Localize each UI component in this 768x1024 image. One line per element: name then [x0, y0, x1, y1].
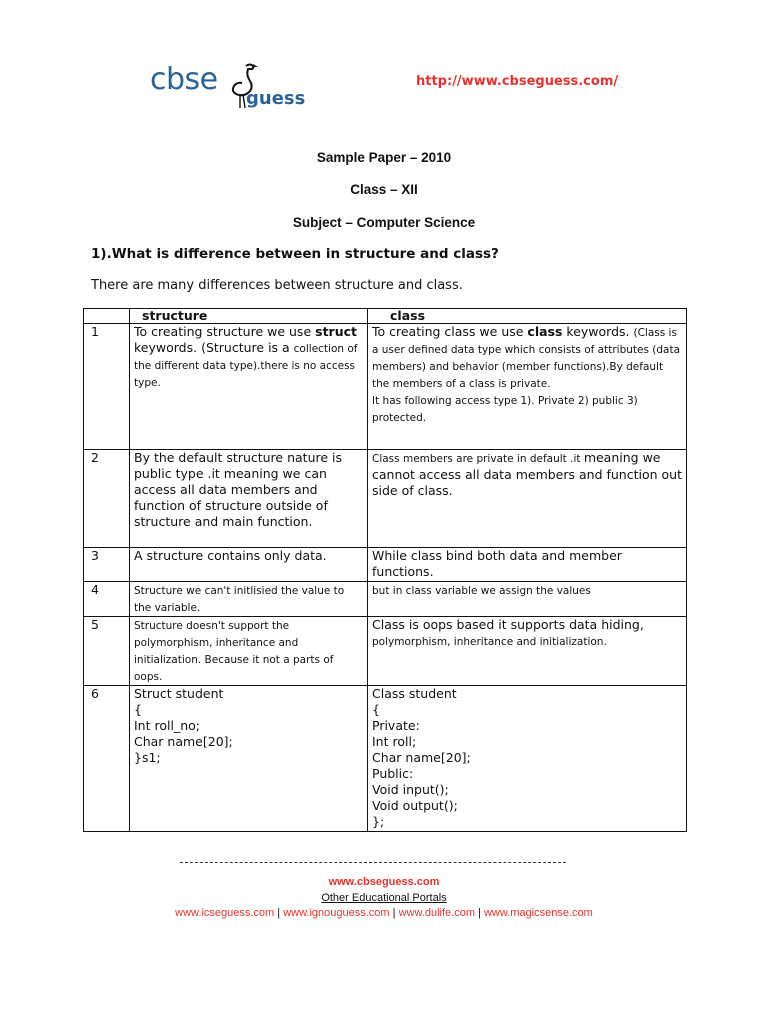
row-number: 1: [84, 324, 130, 450]
header-class: class: [368, 309, 687, 324]
cell-text: Class members are private in default .it: [372, 453, 584, 465]
footer-portal-link[interactable]: www.dulife.com: [398, 907, 475, 919]
table-row: [84, 686, 687, 832]
class-cell: [368, 450, 687, 548]
footer-site-link[interactable]: www.cbseguess.com: [328, 876, 440, 888]
table-row: [84, 582, 687, 617]
paper-title: Sample Paper – 2010: [316, 150, 452, 165]
footer-links: [0, 907, 768, 919]
class-cell: [368, 324, 687, 450]
cell-text: Char name[20];: [372, 750, 471, 765]
class-title: Class – XII: [350, 182, 418, 197]
cell-text: keywords.: [562, 324, 634, 339]
structure-cell: [130, 617, 368, 686]
cell-text: Structure we can't initlisied the value to the variable.: [134, 585, 345, 614]
logo-text-guess: guess: [246, 88, 306, 109]
structure-cell: [130, 582, 368, 617]
cell-text: Int roll_no;: [134, 718, 200, 733]
cell-text: }s1;: [134, 750, 161, 765]
cell-text: {: [134, 702, 142, 717]
cell-text: Public:: [372, 766, 414, 781]
row-number: 4: [84, 582, 130, 617]
table-row: [84, 450, 687, 548]
cell-text: (Class is a user defined data type which consists of attributes (data members) and behavior (member functions).By default the members of a class is private.: [372, 327, 681, 390]
table-header-row: [84, 309, 687, 324]
header-url-link[interactable]: http://www.cbseguess.com/: [416, 74, 619, 89]
footer-portal-link[interactable]: www.icseguess.com: [175, 907, 275, 919]
cbseguess-logo: [150, 62, 310, 118]
keyword-text: class: [527, 324, 563, 339]
cell-text: Void input();: [372, 782, 449, 797]
header-structure: structure: [130, 309, 368, 324]
cell-text: keywords. (Structure is a: [134, 340, 294, 355]
cell-text: but in class variable we assign the values: [372, 585, 591, 597]
logo-text-cbse: cbse: [150, 62, 218, 97]
footer-portals-label[interactable]: Other Educational Portals: [321, 892, 447, 904]
keyword-text: struct: [315, 324, 357, 339]
structure-cell: [130, 450, 368, 548]
cell-text: While class bind both data and member functions.: [372, 548, 622, 579]
cell-text: Class student: [372, 686, 457, 701]
footer-portal-link[interactable]: www.ignouguess.com: [283, 907, 390, 919]
class-cell: [368, 548, 687, 582]
footer-divider: [180, 862, 566, 863]
row-number: 5: [84, 617, 130, 686]
cell-text: Private:: [372, 718, 420, 733]
cell-text: Struct student: [134, 686, 224, 701]
cell-text: By the default structure nature is public type .it meaning we can access all data members and function of structure outside of structure and main function.: [134, 450, 343, 529]
structure-cell: [130, 686, 368, 832]
table-row: [84, 548, 687, 582]
intro-text: There are many differences between structure and class.: [91, 278, 463, 293]
table-row: [84, 324, 687, 450]
cell-text: To creating class we use: [372, 324, 528, 339]
row-number: 2: [84, 450, 130, 548]
class-cell: [368, 617, 687, 686]
row-number: 3: [84, 548, 130, 582]
cell-text: polymorphism, inheritance and initialization.: [372, 636, 607, 648]
structure-cell: [130, 324, 368, 450]
cell-text: Char name[20];: [134, 734, 233, 749]
question-heading: 1).What is difference between in structure and class?: [91, 246, 499, 262]
cell-text: collection of the different data type).there is no access type.: [134, 343, 358, 389]
cell-text: Class is oops based it supports data hiding,: [372, 617, 644, 632]
cell-text: Int roll;: [372, 734, 417, 749]
cell-text: meaning we cannot access all data members and function out side of class.: [372, 450, 682, 498]
class-cell: [368, 686, 687, 832]
structure-cell: [130, 548, 368, 582]
table-body: [84, 324, 687, 832]
subject-title: Subject – Computer Science: [292, 215, 476, 230]
link-separator: |: [274, 907, 284, 919]
cell-text: {: [372, 702, 380, 717]
table-row: [84, 617, 687, 686]
link-separator: |: [389, 907, 399, 919]
header-number: [84, 309, 130, 324]
footer-portal-link[interactable]: www.magicsense.com: [483, 907, 593, 919]
cell-text: To creating structure we use: [134, 324, 316, 339]
cell-text: Structure doesn't support the polymorphism, inheritance and initialization. Because it not a parts of oops.: [134, 620, 334, 683]
link-separator: |: [475, 907, 484, 919]
class-cell: [368, 582, 687, 617]
cell-text: Void output();: [372, 798, 458, 813]
cell-text: A structure contains only data.: [134, 548, 327, 563]
cell-text: };: [372, 814, 385, 829]
cell-text: It has following access type 1). Private 2) public 3) protected.: [372, 395, 638, 424]
comparison-table: [83, 308, 687, 832]
row-number: 6: [84, 686, 130, 832]
